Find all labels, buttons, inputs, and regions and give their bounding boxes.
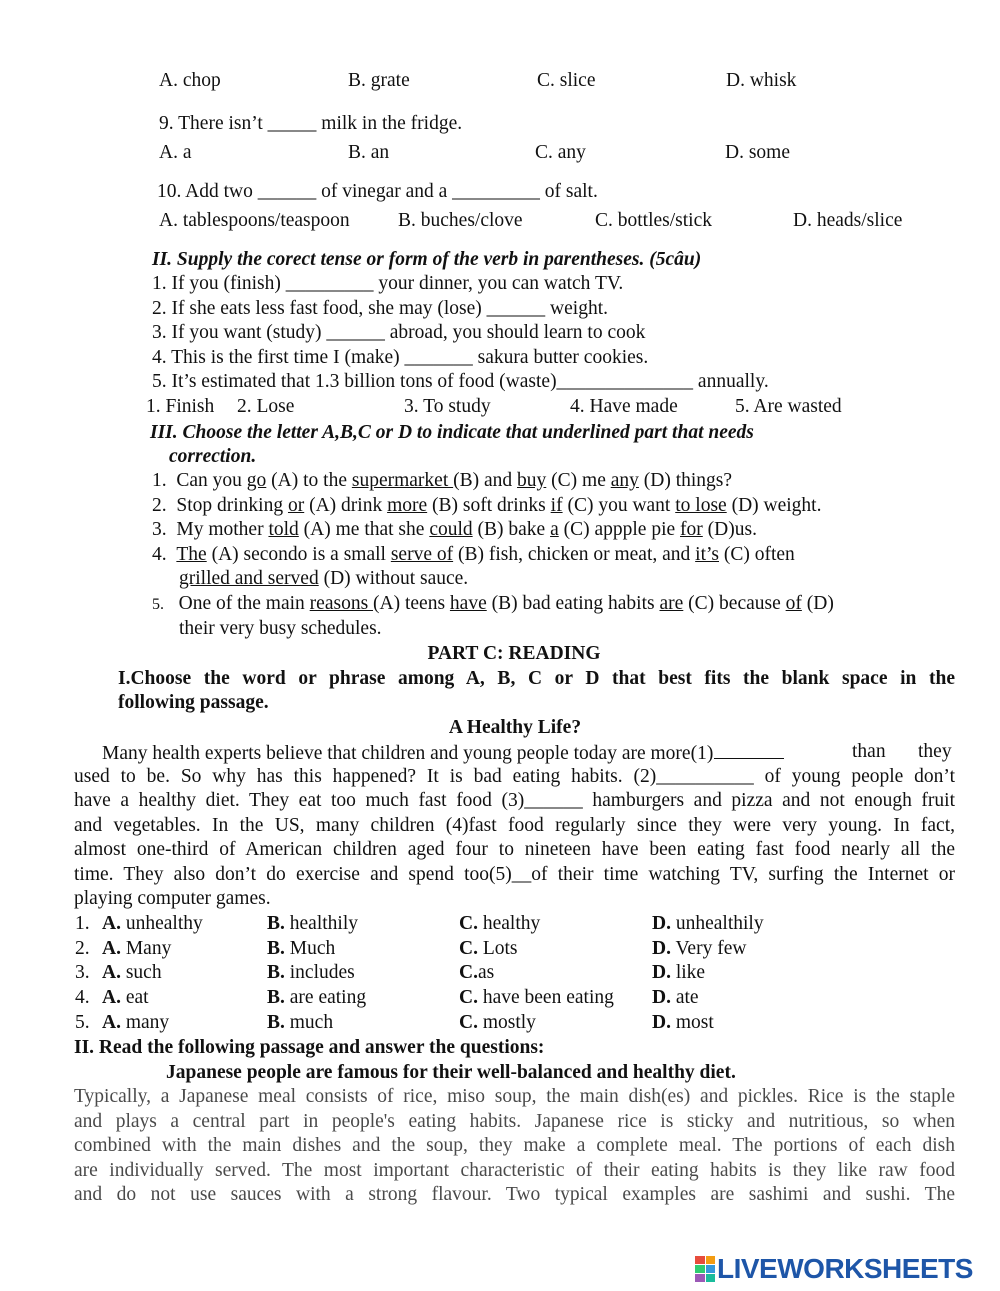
logo-block xyxy=(706,1256,716,1264)
item-number: 3. xyxy=(152,519,167,540)
answer: 4. Have made xyxy=(570,396,678,417)
text: One of the main xyxy=(178,593,310,614)
logo-block xyxy=(695,1265,705,1273)
passage-line: and vegetables. In the US, many children (4)fast food regularly since they were very young. In fact, xyxy=(74,815,955,836)
text: (A) teens xyxy=(373,593,450,614)
error-item-4 xyxy=(152,543,795,567)
underlined-part: have xyxy=(449,593,487,614)
option-d[interactable] xyxy=(652,937,746,961)
text: ate xyxy=(675,987,699,1008)
text: unhealthy xyxy=(125,913,203,934)
q9-stem: 9. There isn’t _____ milk in the fridge. xyxy=(159,113,463,134)
blank-1[interactable] xyxy=(714,740,784,759)
logo-block xyxy=(706,1274,716,1282)
option-b[interactable] xyxy=(267,961,355,985)
text: (A) drink xyxy=(304,495,388,516)
text: like xyxy=(675,962,706,983)
logo-block xyxy=(695,1256,705,1264)
option-b[interactable] xyxy=(267,1011,333,1035)
option-a[interactable] xyxy=(102,986,149,1010)
text: have been eating xyxy=(482,987,614,1008)
text: Many xyxy=(125,938,172,959)
passage-line: and do not use sauces with a strong flavour. Two typical examples are sashimi and sushi. The xyxy=(74,1184,955,1205)
section-heading: II. Supply the corect tense or form of the verb in parentheses. (5câu) xyxy=(152,249,702,270)
liveworksheets-logo xyxy=(695,1252,973,1286)
label: D. xyxy=(652,987,671,1008)
item-number: 3. xyxy=(75,962,90,983)
underlined-part: grilled and served xyxy=(179,568,319,589)
text: Very few xyxy=(675,938,747,959)
logo-text: LIVEWORKSHEETS xyxy=(717,1253,973,1284)
text: includes xyxy=(289,962,355,983)
text: (C) me xyxy=(546,470,611,491)
text: (C) appple pie xyxy=(558,519,681,540)
option-b[interactable] xyxy=(267,912,358,936)
underlined-part: of xyxy=(785,593,802,614)
text: (D) things? xyxy=(638,470,733,491)
answer: 5. Are wasted xyxy=(735,396,842,417)
underlined-part: more xyxy=(387,495,428,516)
label: D. xyxy=(652,1012,671,1033)
passage-word: they xyxy=(918,741,952,762)
underlined-part: a xyxy=(550,519,559,540)
underlined-part: go xyxy=(246,470,267,491)
label: B. xyxy=(267,938,285,959)
passage-line: combined with the main dishes and the soup, they make a complete meal. The portions of each dish xyxy=(74,1135,955,1156)
label: C. xyxy=(459,913,478,934)
option-b[interactable]: B. buches/clove xyxy=(398,210,523,231)
answer: 2. Lose xyxy=(237,396,295,417)
text: (B) bake xyxy=(472,519,551,540)
text: (D) without sauce. xyxy=(318,568,469,589)
underlined-part: or xyxy=(287,495,305,516)
error-item-2 xyxy=(152,494,821,518)
q10-stem: 10. Add two ______ of vinegar and a _________ of salt. xyxy=(157,181,598,202)
option-c[interactable]: C. bottles/stick xyxy=(595,210,712,231)
label: B. xyxy=(267,913,285,934)
text: such xyxy=(125,962,162,983)
text: as xyxy=(477,962,495,983)
list-item: 5. It’s estimated that 1.3 billion tons of food (waste)______________ annually. xyxy=(152,371,769,392)
passage-line: and plays a central part in people's eating habits. Japanese rice is sticky and nutritious, so when xyxy=(74,1111,955,1132)
text: (B) soft drinks xyxy=(427,495,551,516)
text: unhealthily xyxy=(675,913,764,934)
list-item: 3. If you want (study) ______ abroad, you should learn to cook xyxy=(152,322,646,343)
text: (C) often xyxy=(719,544,795,565)
label: A. xyxy=(102,938,121,959)
passage-line: playing computer games. xyxy=(74,888,271,909)
underlined-part: reasons xyxy=(309,593,374,614)
part-title: PART C: READING xyxy=(427,643,601,664)
list-item: 1. If you (finish) _________ your dinner, you can watch TV. xyxy=(152,273,624,294)
text: (A) to the xyxy=(266,470,352,491)
option-a[interactable]: A. a xyxy=(159,142,192,163)
option-d[interactable] xyxy=(652,912,764,936)
option-d[interactable]: D. whisk xyxy=(726,70,797,91)
option-a[interactable] xyxy=(102,937,171,961)
item-number: 1. xyxy=(75,913,90,934)
option-d[interactable] xyxy=(652,986,699,1010)
text: (C) you want xyxy=(562,495,676,516)
option-c[interactable] xyxy=(459,912,540,936)
text: most xyxy=(675,1012,714,1033)
label: C. xyxy=(459,1012,478,1033)
option-b[interactable]: B. an xyxy=(348,142,390,163)
text: Much xyxy=(289,938,336,959)
option-c[interactable] xyxy=(459,986,614,1010)
underlined-part: supermarket xyxy=(351,470,454,491)
text: are eating xyxy=(289,987,367,1008)
option-a[interactable] xyxy=(102,912,203,936)
text: eat xyxy=(125,987,149,1008)
underlined-part: any xyxy=(610,470,639,491)
logo-icon xyxy=(695,1256,715,1282)
label: D. xyxy=(652,938,671,959)
error-item-1 xyxy=(152,469,732,493)
logo-block xyxy=(706,1265,716,1273)
item-number: 1. xyxy=(152,470,167,491)
passage-line xyxy=(102,740,784,766)
logo-block xyxy=(695,1274,705,1282)
section-heading: III. Choose the letter A,B,C or D to indicate that underlined part that needs xyxy=(150,422,754,443)
list-item: 4. This is the first time I (make) _______ sakura butter cookies. xyxy=(152,347,649,368)
text: (D) xyxy=(801,593,834,614)
label: A. xyxy=(102,1012,121,1033)
error-item-4-cont xyxy=(179,567,468,591)
section-heading-cont: correction. xyxy=(169,446,257,467)
passage-subtitle: Japanese people are famous for their well-balanced and healthy diet. xyxy=(166,1062,736,1083)
label: D. xyxy=(652,962,671,983)
option-c[interactable]: C. any xyxy=(535,142,586,163)
item-number: 5. xyxy=(75,1012,90,1033)
text: (D)us. xyxy=(702,519,757,540)
text: healthily xyxy=(289,913,358,934)
underlined-part: could xyxy=(429,519,473,540)
answer: 3. To study xyxy=(404,396,491,417)
text: (B) fish, chicken or meat, and xyxy=(453,544,696,565)
passage-title: A Healthy Life? xyxy=(448,717,582,738)
section-heading: II. Read the following passage and answer the questions: xyxy=(74,1037,545,1058)
error-item-5-cont: their very busy schedules. xyxy=(179,618,382,639)
text: (A) secondo is a small xyxy=(206,544,391,565)
option-d[interactable] xyxy=(652,1011,714,1035)
label: B. xyxy=(267,962,285,983)
passage-line: time. They also don’t do exercise and spend too(5)__of their time watching TV, surfing the Internet or xyxy=(74,864,955,885)
text: Can you xyxy=(176,470,247,491)
option-d[interactable]: D. some xyxy=(725,142,790,163)
option-c[interactable] xyxy=(459,937,518,961)
label: B. xyxy=(267,1012,285,1033)
error-item-3 xyxy=(152,518,757,542)
section-heading: I.Choose the word or phrase among A, B, C or D that best fits the blank space in the xyxy=(118,668,955,689)
option-row xyxy=(75,912,90,936)
label: C. xyxy=(459,987,478,1008)
text: many xyxy=(125,1012,170,1033)
option-c[interactable] xyxy=(459,961,494,985)
label: B. xyxy=(267,987,285,1008)
underlined-part: for xyxy=(680,519,703,540)
text: much xyxy=(289,1012,334,1033)
list-item: 2. If she eats less fast food, she may (lose) ______ weight. xyxy=(152,298,608,319)
label: C. xyxy=(459,938,478,959)
label: D. xyxy=(652,913,671,934)
option-a[interactable]: A. chop xyxy=(159,70,221,91)
text: healthy xyxy=(482,913,541,934)
underlined-part: are xyxy=(659,593,684,614)
label: A. xyxy=(102,913,121,934)
option-b[interactable] xyxy=(267,937,335,961)
option-d[interactable]: D. heads/slice xyxy=(793,210,903,231)
option-b[interactable] xyxy=(267,986,366,1010)
underlined-part: buy xyxy=(517,470,547,491)
section-heading-cont: following passage. xyxy=(118,692,269,713)
item-number: 2. xyxy=(152,495,167,516)
underlined-part: to lose xyxy=(675,495,727,516)
underlined-part: if xyxy=(550,495,563,516)
option-a[interactable]: A. tablespoons/teaspoon xyxy=(159,210,350,231)
text: (B) bad eating habits xyxy=(486,593,660,614)
text: (C) because xyxy=(683,593,786,614)
underlined-part: The xyxy=(176,544,207,565)
item-number: 5. xyxy=(152,596,164,613)
text: (B) and xyxy=(453,470,518,491)
label: A. xyxy=(102,962,121,983)
label: C. xyxy=(459,962,478,983)
item-number: 4. xyxy=(152,544,167,565)
passage-line: Typically, a Japanese meal consists of rice, miso soup, the main dish(es) and pickles. Rice is the staple xyxy=(74,1086,955,1107)
text: Stop drinking xyxy=(176,495,288,516)
option-a[interactable] xyxy=(102,1011,169,1035)
text: mostly xyxy=(482,1012,536,1033)
label: A. xyxy=(102,987,121,1008)
passage-line: have a healthy diet. They eat too much fast food (3)______ hamburgers and pizza and not enough fruit xyxy=(74,790,955,811)
item-number: 2. xyxy=(75,938,90,959)
option-d[interactable] xyxy=(652,961,705,985)
underlined-part: it’s xyxy=(695,544,719,565)
underlined-part: serve of xyxy=(390,544,454,565)
text: My mother xyxy=(176,519,269,540)
underlined-part: told xyxy=(268,519,299,540)
option-c[interactable] xyxy=(459,1011,536,1035)
item-number: 4. xyxy=(75,987,90,1008)
option-a[interactable] xyxy=(102,961,162,985)
passage-line: almost one-third of American children aged four to nineteen have been eating fast food nearly all the xyxy=(74,839,955,860)
error-item-5 xyxy=(152,592,834,617)
text: Lots xyxy=(482,938,518,959)
passage-line: used to be. So why has this happened? It is bad eating habits. (2)__________ of young people don’t xyxy=(74,766,955,787)
passage-word: than xyxy=(852,741,886,762)
passage-line: are individually served. The most important characteristic of their eating habits is they like raw food xyxy=(74,1160,955,1181)
text: Many health experts believe that children and young people today are more(1) xyxy=(102,743,714,764)
text: (D) weight. xyxy=(726,495,822,516)
option-b[interactable]: B. grate xyxy=(348,70,410,91)
text: (A) me that she xyxy=(298,519,430,540)
answer: 1. Finish xyxy=(146,396,215,417)
option-c[interactable]: C. slice xyxy=(537,70,596,91)
